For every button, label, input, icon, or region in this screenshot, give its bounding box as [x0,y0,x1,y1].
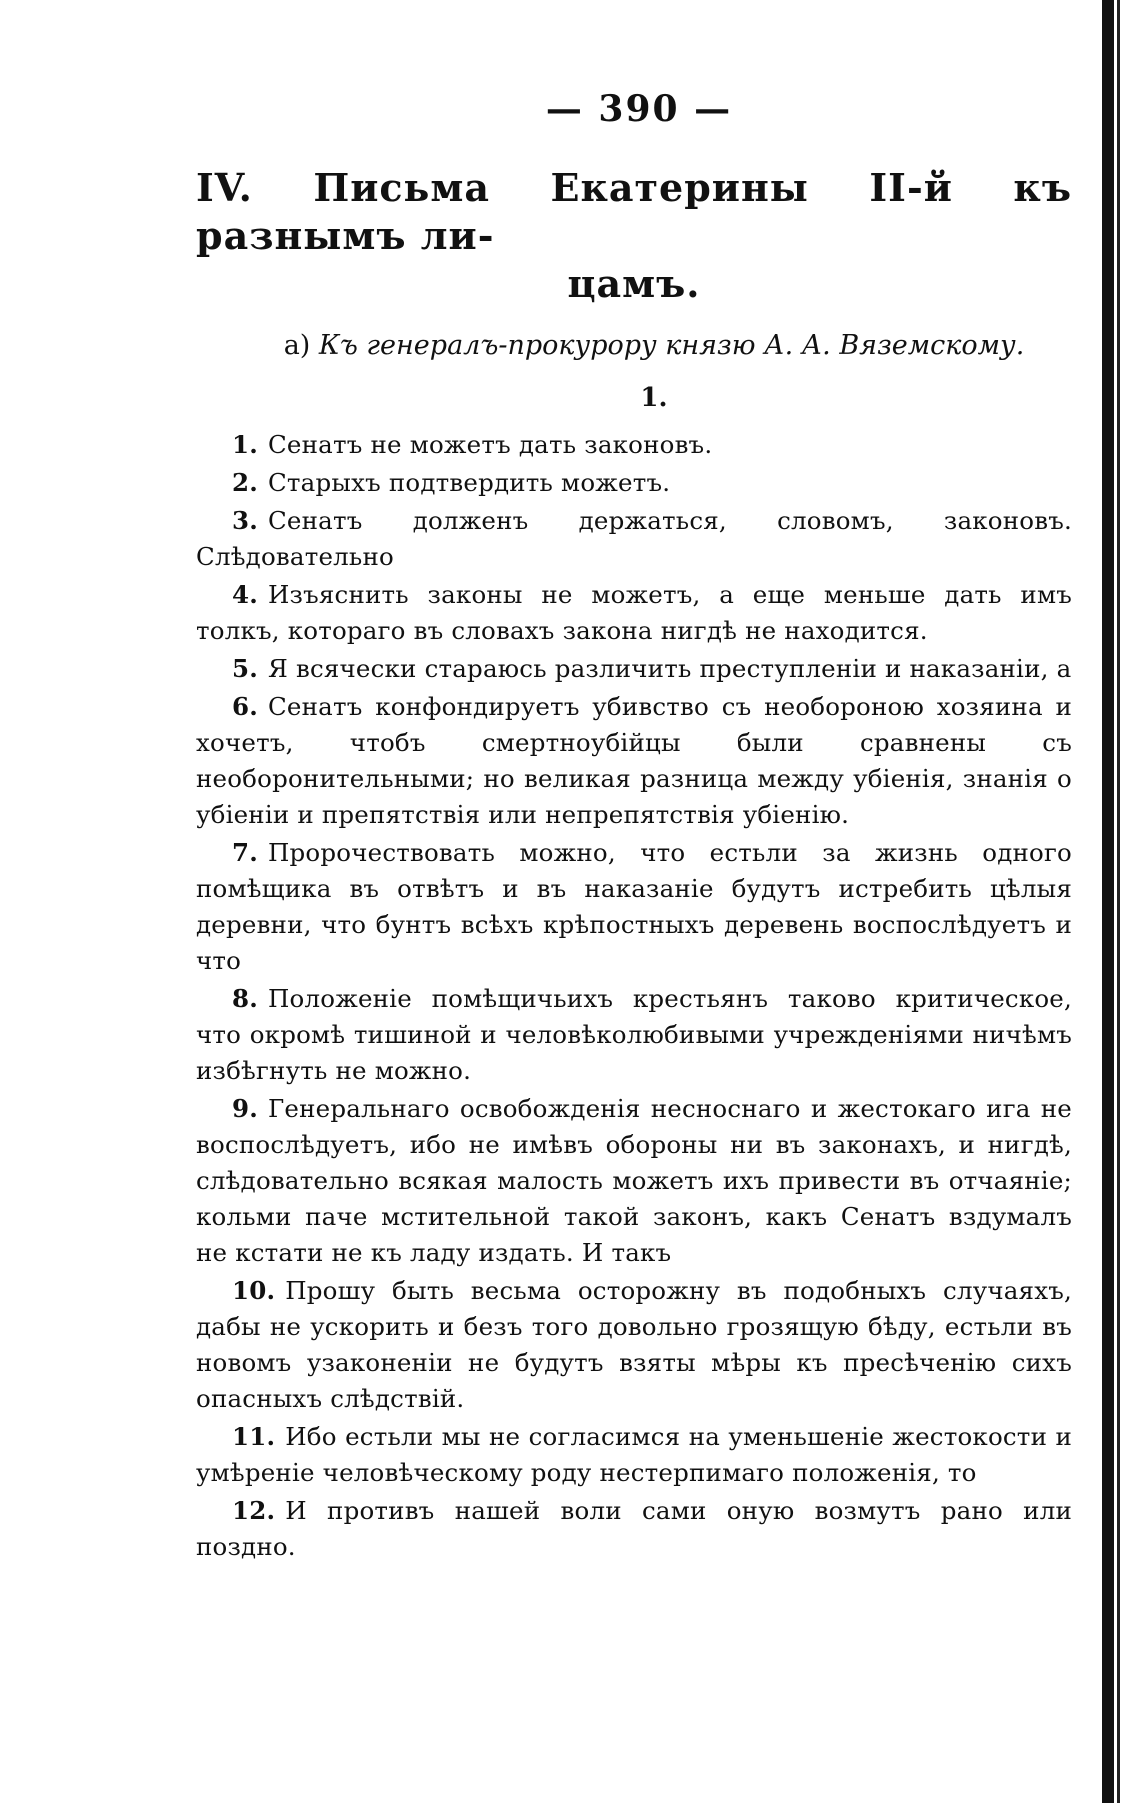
section-title [196,164,1072,308]
page-edge-line [1117,0,1120,1803]
subsection-label: а) [283,330,311,361]
paragraph-number: 7. [232,838,258,867]
paragraph-number: 2. [232,468,258,497]
paragraph-item [196,427,1072,463]
paragraph-item [196,1493,1072,1565]
paragraph-item [196,577,1072,649]
paragraph-number: 9. [232,1094,258,1123]
section-title-line2: цамъ. [567,261,701,306]
paragraph-number: 10. [232,1276,276,1305]
paragraph-number: 3. [232,506,258,535]
paragraph-text: Генеральнаго освобожденія несноснаго и жестокаго ига не воспослѣдуетъ, ибо не имѣвъ обороны ни въ законахъ, и нигдѣ, слѣдовательно всякая малость можетъ ихъ привести въ отчаяніе; кольми паче мстительной такой законъ, какъ Сенатъ вздумалъ не кстати не къ ладу издать. И такъ [196,1094,1072,1267]
paragraph-item [196,1091,1072,1271]
letter-number: 1. [640,383,668,413]
paragraph-number: 5. [232,654,258,683]
paragraph-text: Сенатъ конфондируетъ убивство съ необороною хозяина и хочетъ, чтобъ смертноубійцы были сравнены съ необоронительными; но великая разница между убіенія, знанія о убіеніи и препятствія или непрепятствія убіенію. [196,692,1072,829]
paragraph-number: 6. [232,692,258,721]
page-content [196,88,1072,1567]
page-edge-shadow [1102,0,1114,1803]
page-number: — 390 — [545,88,733,130]
paragraph-text: Сенатъ долженъ держаться, словомъ, законовъ. Слѣдовательно [196,506,1072,571]
subsection-title-text: Къ генералъ-прокурору князю А. А. Вяземскому. [318,330,1025,361]
paragraph-number: 1. [232,430,258,459]
paragraph-text: Я всячески стараюсь различить преступленіи и наказаніи, а [267,654,1072,683]
subsection-title [196,330,1072,361]
paragraph-number: 4. [232,580,258,609]
paragraph-number: 12. [232,1496,276,1525]
paragraph-item [196,689,1072,833]
paragraph-item [196,981,1072,1089]
paragraph-item [196,465,1072,501]
paragraph-text: И противъ нашей воли сами оную возмутъ рано или поздно. [196,1496,1072,1561]
section-title-line1: IV. Письма Екатерины II-й къ разнымъ ли- [196,165,1072,258]
paragraph-text: Старыхъ подтвердить можетъ. [267,468,671,497]
paragraph-number: 11. [232,1422,276,1451]
paragraph-item [196,1273,1072,1417]
paragraph-text: Пророчествовать можно, что естьли за жизнь одного помѣщика въ отвѣтъ и въ наказаніе будутъ истребить цѣлыя деревни, что бунтъ всѣхъ крѣпостныхъ деревень воспослѣдуетъ и что [196,838,1072,975]
paragraph-number: 8. [232,984,258,1013]
paragraph-item [196,1419,1072,1491]
paragraph-text: Изъяснить законы не можетъ, а еще меньше дать имъ толкъ, котораго въ словахъ закона нигдѣ не находится. [196,580,1072,645]
paragraph-item [196,651,1072,687]
paragraph-item [196,503,1072,575]
paragraph-text: Положеніе помѣщичьихъ крестьянъ таково критическое, что окромѣ тишиной и человѣколюбивыми учрежденіями ничѣмъ избѣгнуть не можно. [196,984,1072,1085]
paragraph-text: Прошу быть весьма осторожну въ подобныхъ случаяхъ, дабы не ускорить и безъ того довольно грозящую бѣду, естьли въ новомъ узаконеніи не будутъ взяты мѣры къ пресѣченію сихъ опасныхъ слѣдствій. [196,1276,1072,1413]
paragraph-text: Ибо естьли мы не согласимся на уменьшеніе жестокости и умѣреніе человѣческому роду нестерпимаго положенія, то [196,1422,1072,1487]
paragraph-text: Сенатъ не можетъ дать законовъ. [267,430,713,459]
paragraph-item [196,835,1072,979]
numbered-paragraphs [196,427,1072,1565]
